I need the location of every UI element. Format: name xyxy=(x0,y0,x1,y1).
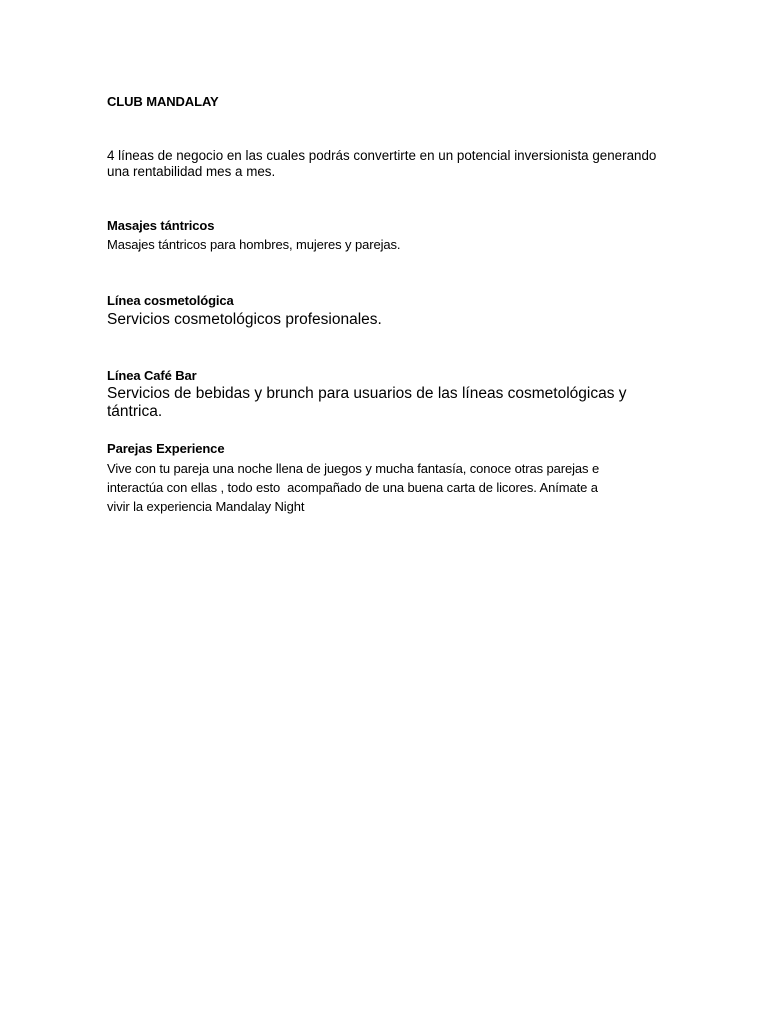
section-text-cafe-bar-line-2: tántrica. xyxy=(107,403,163,420)
section-heading-cosmetologica: Línea cosmetológica xyxy=(107,293,234,308)
section-text-cafe-bar-line-1: Servicios de bebidas y brunch para usuarios de las líneas cosmetológicas y xyxy=(107,385,627,402)
section-text-parejas-line-1: Vive con tu pareja una noche llena de juegos y mucha fantasía, conoce otras parejas e xyxy=(107,461,600,476)
section-heading-masajes: Masajes tántricos xyxy=(107,218,215,233)
section-text-parejas-line-3: vivir la experiencia Mandalay Night xyxy=(107,499,305,514)
section-heading-parejas: Parejas Experience xyxy=(107,441,225,456)
section-heading-cafe-bar: Línea Café Bar xyxy=(107,368,197,383)
section-text-parejas-line-2: interactúa con ellas , todo esto acompañado de una buena carta de licores. Anímate a xyxy=(107,480,598,495)
intro-line-2: una rentabilidad mes a mes. xyxy=(107,164,276,179)
section-text-masajes: Masajes tántricos para hombres, mujeres y parejas. xyxy=(107,237,401,252)
intro-line-1: 4 líneas de negocio en las cuales podrás convertirte en un potencial inversionista generando xyxy=(107,148,657,163)
document-title: CLUB MANDALAY xyxy=(107,94,219,109)
section-text-cosmetologica: Servicios cosmetológicos profesionales. xyxy=(107,311,382,328)
